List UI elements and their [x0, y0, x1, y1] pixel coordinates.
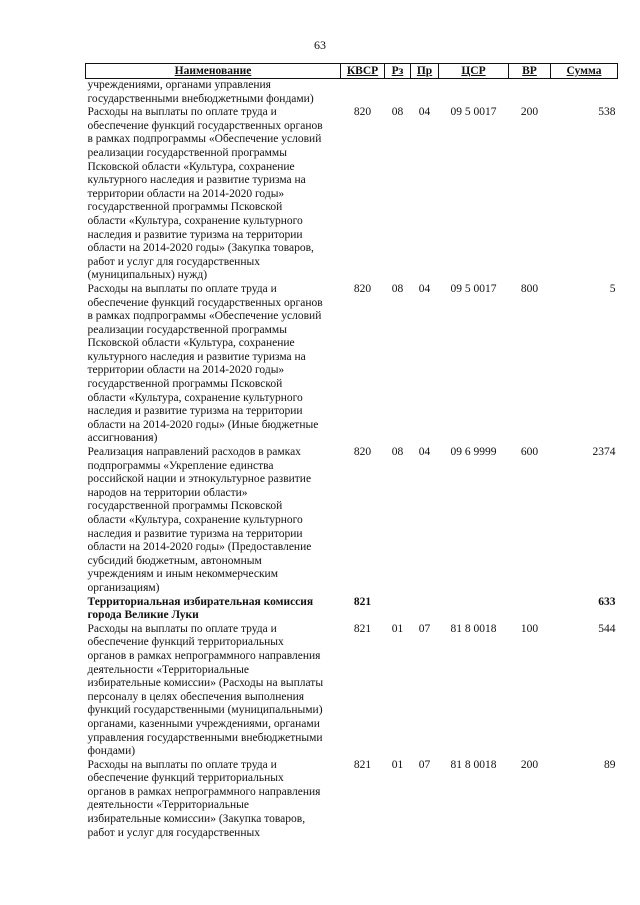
header-pr: Пр [411, 64, 439, 79]
cell-sum: 538 [598, 106, 616, 119]
cell-vr: 600 [520, 446, 539, 459]
table-row-continuation [86, 79, 618, 107]
cell-pr: 04 [418, 446, 431, 459]
cell-pr: 04 [418, 106, 431, 119]
cell-vr: 200 [520, 106, 539, 119]
table-row [86, 106, 618, 283]
header-kvsr: КВСР [341, 64, 385, 79]
header-vr: ВР [509, 64, 551, 79]
cell-vr [509, 596, 551, 623]
table-body [86, 79, 618, 841]
cell-pr: 07 [418, 622, 431, 635]
continuation-text: учреждениями, органами управления государственными внебюджетными фондами) [87, 79, 314, 105]
cell-name: Расходы на выплаты по оплате труда и обеспечение функций территориальных органов в рамках непрограммного направления деятельности «Территориальные избирательные комиссии» (Закупка товаров, работ и услуг для государственных [87, 758, 321, 839]
cell-csr: 09 5 0017 [450, 106, 497, 119]
header-csr: ЦСР [439, 64, 509, 79]
cell-name: Реализация направлений расходов в рамках подпрограммы «Укрепление единства российской нации и этнокультурное развитие народов на территории области» государственной программы Псковской области «Культура, сохранение культурного наследия и развитие туризма на территории области на 2014-2020 годы» (Предоставление субсидий бюджетным, автономным учреждениям и иным некоммерческим организациям) [87, 446, 312, 594]
table-row [86, 759, 618, 841]
cell-vr: 200 [520, 758, 539, 771]
table-row [86, 446, 618, 596]
header-sum: Сумма [551, 64, 618, 79]
cell-rz: 08 [391, 282, 404, 295]
cell-kvsr: 821 [353, 595, 372, 608]
cell-name: Расходы на выплаты по оплате труда и обеспечение функций территориальных органов в рамках непрограммного направления деятельности «Территориальные избирательные комиссии» (Расходы на выплаты персоналу в целях обеспечения выполнения функций государственными (муниципальными) органами, казенными учреждениями, органами управления государственными внебюджетными фондами) [87, 622, 324, 758]
cell-kvsr: 821 [353, 758, 372, 771]
cell-kvsr: 820 [353, 282, 372, 295]
cell-vr: 800 [520, 282, 539, 295]
cell-sum: 2374 [592, 446, 616, 459]
budget-table [85, 63, 618, 840]
cell-rz: 08 [391, 446, 404, 459]
cell-sum: 89 [604, 758, 616, 771]
cell-csr: 81 8 0018 [450, 622, 497, 635]
table-row [86, 623, 618, 759]
cell-rz [385, 596, 411, 623]
cell-name: Расходы на выплаты по оплате труда и обеспечение функций государственных органов в рамках подпрограммы «Обеспечение условий реализации государственной программы Псковской области «Культура, сохранение культурного наследия и развитие туризма на территории области на 2014-2020 годы» государственной программы Псковской области «Культура, сохранение культурного наследия и развитие туризма на территории области на 2014-2020 годы» (Закупка товаров, работ и услуг для государственных (муниципальных) нужд) [87, 106, 323, 282]
cell-csr: 09 5 0017 [450, 282, 497, 295]
cell-pr: 07 [418, 758, 431, 771]
cell-sum: 5 [609, 282, 616, 295]
cell-name: Территориальная избирательная комиссия города Великие Луки [87, 595, 314, 622]
cell-sum: 544 [598, 622, 616, 635]
cell-sum: 633 [598, 595, 616, 608]
header-name: Наименование [86, 64, 341, 79]
cell-pr [411, 596, 439, 623]
cell-csr: 81 8 0018 [450, 758, 497, 771]
cell-csr [439, 596, 509, 623]
cell-kvsr: 820 [353, 106, 372, 119]
cell-rz: 08 [391, 106, 404, 119]
cell-csr: 09 6 9999 [450, 446, 497, 459]
table-row [86, 283, 618, 446]
cell-kvsr: 820 [353, 446, 372, 459]
cell-name: Расходы на выплаты по оплате труда и обеспечение функций государственных органов в рамках подпрограммы «Обеспечение условий реализации государственной программы Псковской области «Культура, сохранение культурного наследия и развитие туризма на территории области на 2014-2020 годы» государственной программы Псковской области «Культура, сохранение культурного наследия и развитие туризма на территории области на 2014-2020 годы» (Иные бюджетные ассигнования) [87, 282, 323, 445]
cell-vr: 100 [520, 622, 539, 635]
cell-kvsr: 821 [353, 622, 372, 635]
header-rz: Рз [385, 64, 411, 79]
cell-rz: 01 [391, 622, 404, 635]
table-row [86, 596, 618, 623]
cell-pr: 04 [418, 282, 431, 295]
table-header [86, 64, 618, 79]
page-number: 63 [314, 38, 326, 52]
cell-rz: 01 [391, 758, 404, 771]
